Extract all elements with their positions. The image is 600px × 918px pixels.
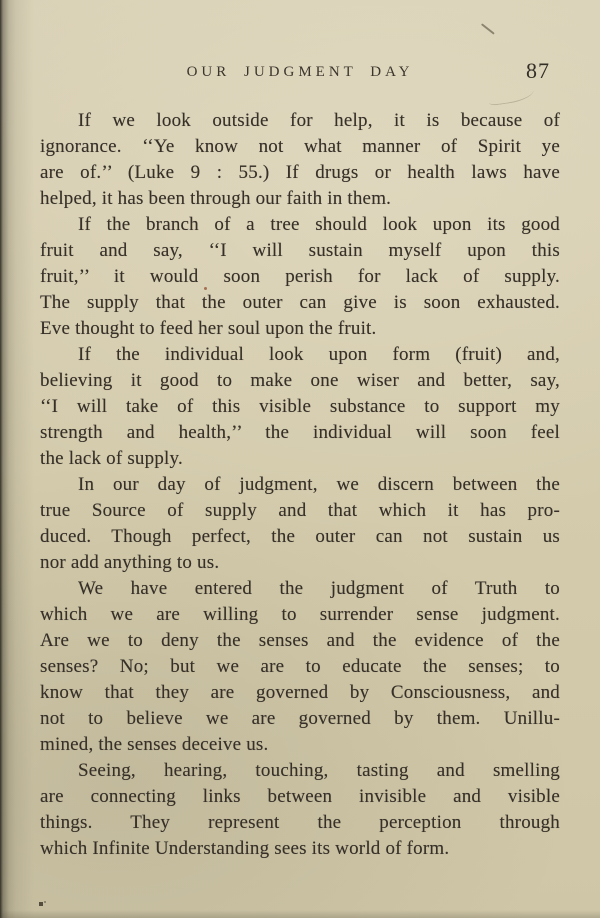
text-line: fruit,’’ it would soon perish for lack of supply. bbox=[40, 266, 560, 287]
text-line: ‘‘I will take of this visible substance to support my bbox=[40, 396, 560, 417]
text-line: which Infinite Understanding sees its world of form. bbox=[40, 838, 450, 859]
text-line: are of.’’ (Luke 9 : 55.) If drugs or health laws have bbox=[40, 162, 560, 183]
text-line: We have entered the judgment of Truth to bbox=[78, 578, 560, 599]
text-line: If we look outside for help, it is because of bbox=[78, 110, 560, 131]
paragraph bbox=[40, 758, 560, 862]
running-title: OUR JUDGMENT DAY bbox=[186, 64, 414, 80]
text-line: which we are willing to surrender sense judgment. bbox=[40, 604, 560, 625]
text-line: the lack of supply. bbox=[40, 448, 183, 469]
text-line: believing it good to make one wiser and better, say, bbox=[40, 370, 560, 391]
page-header bbox=[40, 58, 560, 88]
paragraph bbox=[40, 576, 560, 758]
text-line: Are we to deny the senses and the evidence of the bbox=[40, 630, 560, 651]
page-text bbox=[40, 108, 560, 862]
scan-scratch-mark bbox=[481, 23, 495, 34]
text-line: ignorance. ‘‘Ye know not what manner of Spirit ye bbox=[40, 136, 560, 157]
text-line: Eve thought to feed her soul upon the fruit. bbox=[40, 318, 377, 339]
text-line: The supply that the outer can give is soon exhausted. bbox=[40, 292, 560, 313]
text-line: not to believe we are governed by them. Unillu- bbox=[40, 708, 560, 729]
paragraph bbox=[40, 212, 560, 342]
binding-gutter-shadow bbox=[0, 0, 34, 918]
text-line: true Source of supply and that which it has pro- bbox=[40, 500, 560, 521]
page-number: 87 bbox=[526, 58, 550, 83]
bottom-edge-shadow bbox=[0, 910, 600, 918]
text-line: mined, the senses deceive us. bbox=[40, 734, 269, 755]
text-line: duced. Though perfect, the outer can not sustain us bbox=[40, 526, 560, 547]
text-line: senses? No; but we are to educate the senses; to bbox=[40, 656, 560, 677]
text-line: things. They represent the perception through bbox=[40, 812, 560, 833]
text-line: fruit and say, ‘‘I will sustain myself upon this bbox=[40, 240, 560, 261]
text-line: Seeing, hearing, touching, tasting and smelling bbox=[78, 760, 560, 781]
text-line: If the individual look upon form (fruit) and, bbox=[78, 344, 560, 365]
text-line: If the branch of a tree should look upon its good bbox=[78, 214, 560, 235]
text-line: strength and health,’’ the individual will soon feel bbox=[40, 422, 560, 443]
paragraph bbox=[40, 108, 560, 212]
paragraph bbox=[40, 472, 560, 576]
text-line: helped, it has been through our faith in them. bbox=[40, 188, 392, 209]
text-line: nor add anything to us. bbox=[40, 552, 220, 573]
text-line: In our day of judgment, we discern between the bbox=[78, 474, 560, 495]
ink-speck bbox=[39, 902, 43, 906]
paragraph bbox=[40, 342, 560, 472]
text-line: are connecting links between invisible and visible bbox=[40, 786, 560, 807]
text-line: know that they are governed by Consciousness, and bbox=[40, 682, 560, 703]
